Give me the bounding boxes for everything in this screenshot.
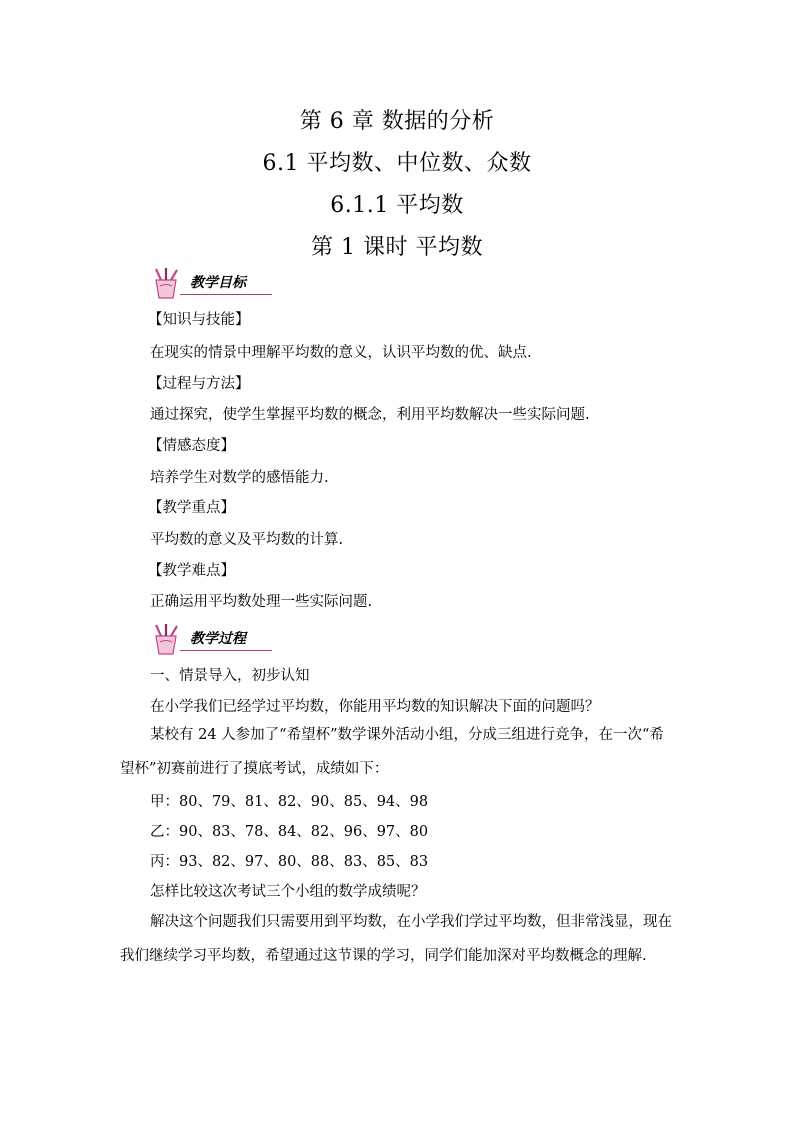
emotion-text: 培养学生对数学的感悟能力. (150, 470, 329, 486)
pencil-cup-icon (150, 622, 184, 656)
goals-badge-label: 教学目标 (190, 275, 246, 291)
process-method-heading: 【过程与方法】 (148, 376, 250, 392)
solution-paragraph: 解决这个问题我们只需要用到平均数，在小学我们学过平均数，但非常浅显，现在我们继续学习平均数，希望通过这节课的学习，同学们能加深对平均数概念的理解. (120, 914, 672, 964)
process-badge-underline (180, 650, 272, 651)
group-b-scores: 乙：90、83、78、84、82、96、97、80 (150, 824, 429, 840)
knowledge-text: 在现实的情景中理解平均数的意义，认识平均数的优、缺点. (150, 345, 532, 361)
group-a-scores: 甲：80、79、81、82、90、85、94、98 (150, 794, 429, 810)
step1-heading: 一、情景导入，初步认知 (150, 668, 310, 684)
process-badge (150, 622, 272, 656)
emotion-heading: 【情感态度】 (148, 438, 235, 454)
question-text: 在小学我们已经学过平均数，你能用平均数的知识解决下面的问题吗？ (150, 699, 600, 715)
pencil-cup-icon (150, 266, 184, 300)
section-title: 6.1 平均数、中位数、众数 (262, 151, 532, 176)
goals-badge-underline (180, 294, 272, 295)
group-c-scores: 丙：93、82、97、80、88、83、85、83 (150, 854, 429, 870)
difficult-point-heading: 【教学难点】 (148, 563, 235, 579)
scenario-paragraph: 某校有 24 人参加了“希望杯”数学课外活动小组，分成三组进行竞争，在一次“希望杯”初赛前进行了摸底考试，成绩如下： (120, 727, 664, 777)
knowledge-heading: 【知识与技能】 (148, 312, 250, 328)
process-badge-label: 教学过程 (190, 631, 246, 647)
difficult-point-text: 正确运用平均数处理一些实际问题. (150, 594, 373, 610)
key-point-heading: 【教学重点】 (148, 500, 235, 516)
lesson-title: 第 1 课时 平均数 (311, 235, 483, 260)
key-point-text: 平均数的意义及平均数的计算. (150, 532, 344, 548)
compare-question: 怎样比较这次考试三个小组的数学成绩呢？ (150, 884, 426, 900)
subsection-title: 6.1.1 平均数 (330, 193, 464, 218)
process-method-text: 通过探究，使学生掌握平均数的概念，利用平均数解决一些实际问题. (150, 407, 590, 423)
chapter-title: 第 6 章 数据的分析 (299, 109, 495, 134)
goals-badge (150, 266, 272, 300)
